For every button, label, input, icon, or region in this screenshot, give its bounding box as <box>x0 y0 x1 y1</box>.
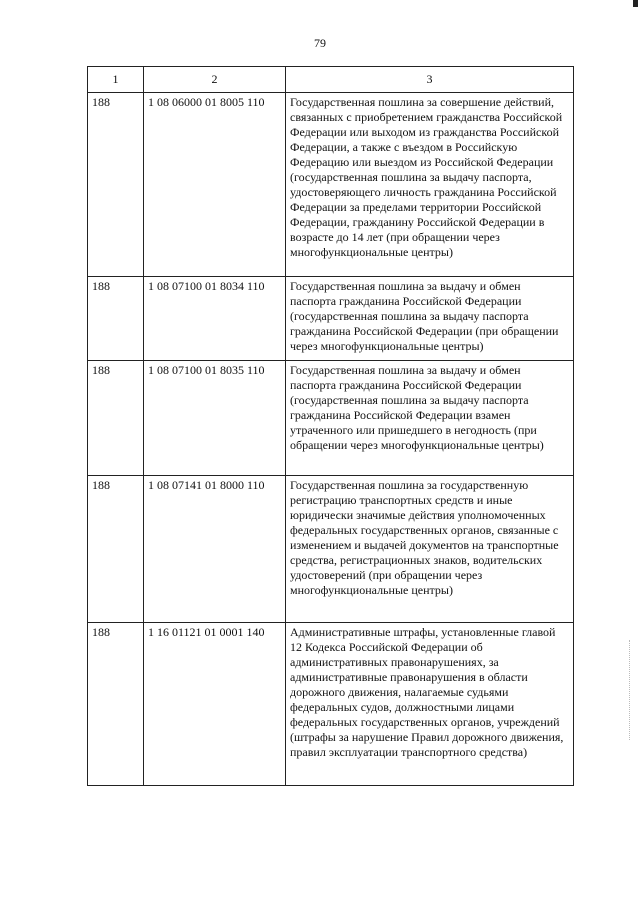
description-cell: Государственная пошлина за выдачу и обмен паспорта гражданина Российской Федерации (государственная пошлина за выдачу паспорта гражданина Российской Федерации взамен утраченного или пришедшего в негодность (при обращении через многофункциональные центры) <box>286 361 574 476</box>
table-header-row <box>88 67 574 93</box>
description-cell: Государственная пошлина за совершение действий, связанных с приобретением гражданства Российской Федерации или выходом из гражданства Российской Федерации, а также с въездом в Российскую Федерацию или выездом из Российской Федерации (государственная пошлина за выдачу паспорта, удостоверяющего личность гражданина Российской Федерации за пределами территории Российской Федерации, гражданину Российской Федерации в возрасте до 14 лет (при обращении через многофункциональные центры) <box>286 93 574 277</box>
scan-corner-mark <box>633 0 638 7</box>
admin-code-cell: 188 <box>88 476 144 623</box>
page-number: 79 <box>314 36 326 50</box>
table-row <box>88 623 574 786</box>
table-row <box>88 93 574 277</box>
table-row <box>88 476 574 623</box>
kbk-code-cell: 1 16 01121 01 0001 140 <box>144 623 286 786</box>
column-header-3: 3 <box>286 67 574 93</box>
admin-code-cell: 188 <box>88 93 144 277</box>
kbk-code-cell: 1 08 07100 01 8034 110 <box>144 277 286 361</box>
description-cell: Государственная пошлина за выдачу и обмен паспорта гражданина Российской Федерации (государственная пошлина за выдачу паспорта гражданина Российской Федерации (при обращении через многофункциональные центры) <box>286 277 574 361</box>
column-header-2: 2 <box>144 67 286 93</box>
description-cell: Административные штрафы, установленные главой 12 Кодекса Российской Федерации об административных правонарушениях, за административные правонарушения в области дорожного движения, налагаемые судьями федеральных судов, должностными лицами федеральных государственных органов, учреждений (штрафы за нарушение Правил дорожного движения, правил эксплуатации транспортного средства) <box>286 623 574 786</box>
admin-code-cell: 188 <box>88 623 144 786</box>
scan-artifact-dots <box>627 640 630 740</box>
kbk-code-cell: 1 08 07141 01 8000 110 <box>144 476 286 623</box>
description-cell: Государственная пошлина за государственную регистрацию транспортных средств и иные юридически значимые действия уполномоченных федеральных государственных органов, связанные с изменением и выдачей документов на транспортные средства, регистрационных знаков, водительских удостоверений (при обращении через многофункциональные центры) <box>286 476 574 623</box>
table-row <box>88 361 574 476</box>
kbk-code-cell: 1 08 07100 01 8035 110 <box>144 361 286 476</box>
table-row <box>88 277 574 361</box>
admin-code-cell: 188 <box>88 361 144 476</box>
column-header-1: 1 <box>88 67 144 93</box>
budget-codes-table <box>87 66 574 786</box>
admin-code-cell: 188 <box>88 277 144 361</box>
kbk-code-cell: 1 08 06000 01 8005 110 <box>144 93 286 277</box>
